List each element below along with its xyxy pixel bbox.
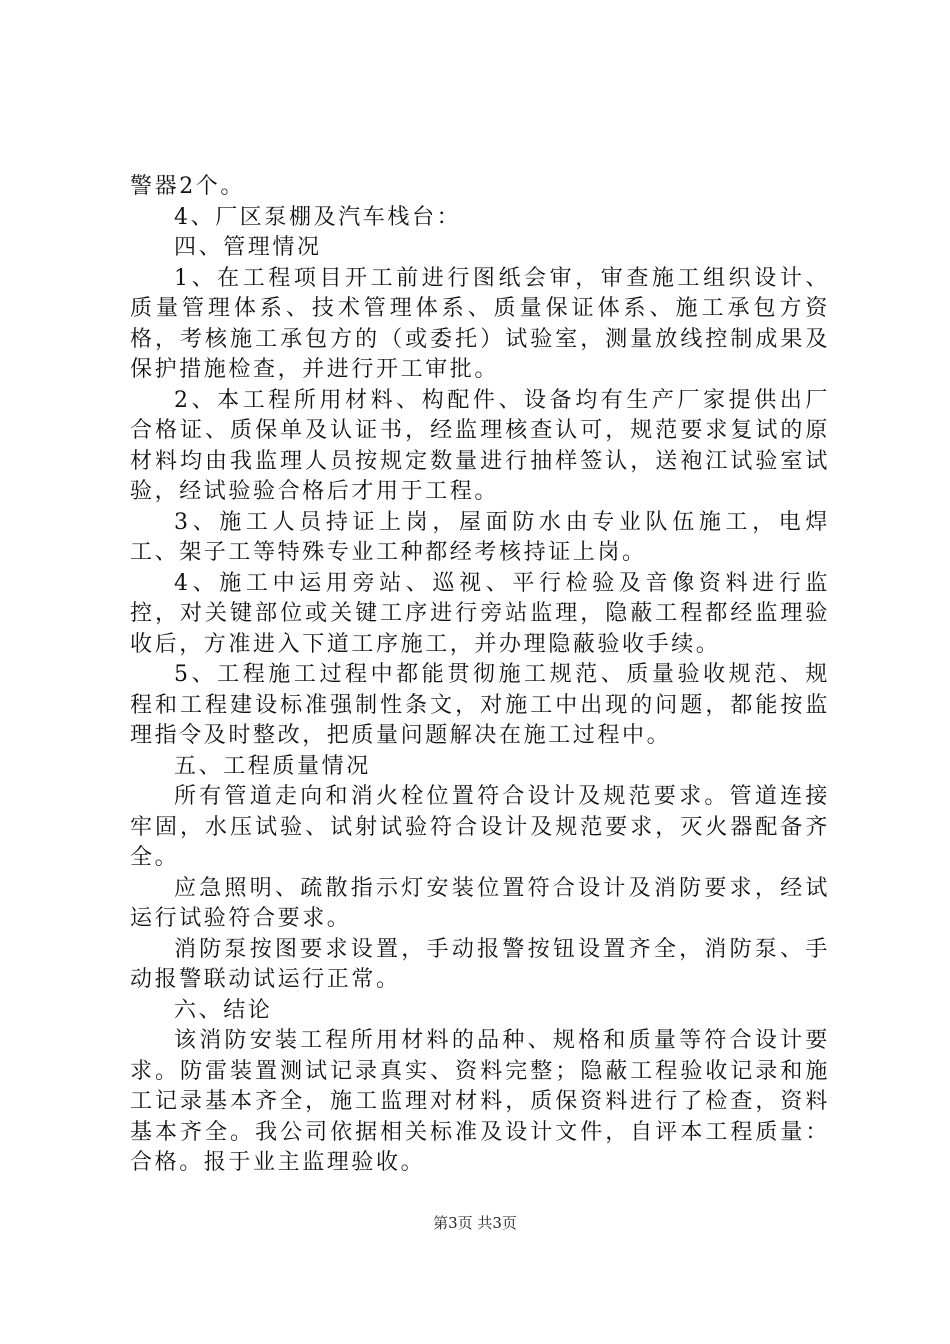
paragraph: 4、施工中运用旁站、巡视、平行检验及音像资料进行监控，对关键部位或关键工序进行旁站监理，隐蔽工程都经监理验收后，方准进入下道工序施工，并办理隐蔽验收手续。 xyxy=(130,570,830,657)
section-heading: 六、结论 xyxy=(174,997,273,1023)
page-number: 第3页 共3页 xyxy=(433,1214,517,1232)
paragraph: 3、施工人员持证上岗，屋面防水由专业队伍施工，电焊工、架子工等特殊专业工种都经考核持证上岗。 xyxy=(130,509,830,565)
paragraph: 所有管道走向和消火栓位置符合设计及规范要求。管道连接牢固，水压试验、试射试验符合设计及规范要求，灭火器配备齐全。 xyxy=(130,784,830,870)
paragraph: 1、在工程项目开工前进行图纸会审，审查施工组织设计、质量管理体系、技术管理体系、质量保证体系、施工承包方资格，考核施工承包方的（或委托）试验室，测量放线控制成果及保护措施检查，并进行开工审批。 xyxy=(130,265,830,382)
section-heading: 五、工程质量情况 xyxy=(174,753,371,779)
document-body xyxy=(130,172,830,1179)
paragraph: 2、本工程所用材料、构配件、设备均有生产厂家提供出厂合格证、质保单及认证书，经监理核查认可，规范要求复试的原材料均由我监理人员按规定数量进行抽样签认，送袍江试验室试验，经试验验合格后才用于工程。 xyxy=(130,387,830,504)
paragraph: 该消防安装工程所用材料的品种、规格和质量等符合设计要求。防雷装置测试记录真实、资料完整；隐蔽工程验收记录和施工记录基本齐全，施工监理对材料，质保资料进行了检查，资料基本齐全。我公司依据相关标准及设计文件，自评本工程质量：合格。报于业主监理验收。 xyxy=(130,1028,830,1175)
paragraph: 警器2个。 xyxy=(130,174,245,199)
section-heading: 四、管理情况 xyxy=(174,235,322,260)
paragraph: 应急照明、疏散指示灯安装位置符合设计及消防要求，经试运行试验符合要求。 xyxy=(130,875,830,931)
paragraph: 5、工程施工过程中都能贯彻施工规范、质量验收规范、规程和工程建设标准强制性条文，对施工中出现的问题，都能按监理指令及时整改，把质量问题解决在施工过程中。 xyxy=(130,662,830,748)
paragraph: 消防泵按图要求设置，手动报警按钮设置齐全，消防泵、手动报警联动试运行正常。 xyxy=(130,936,830,992)
paragraph: 4、厂区泵棚及汽车栈台： xyxy=(174,204,462,230)
